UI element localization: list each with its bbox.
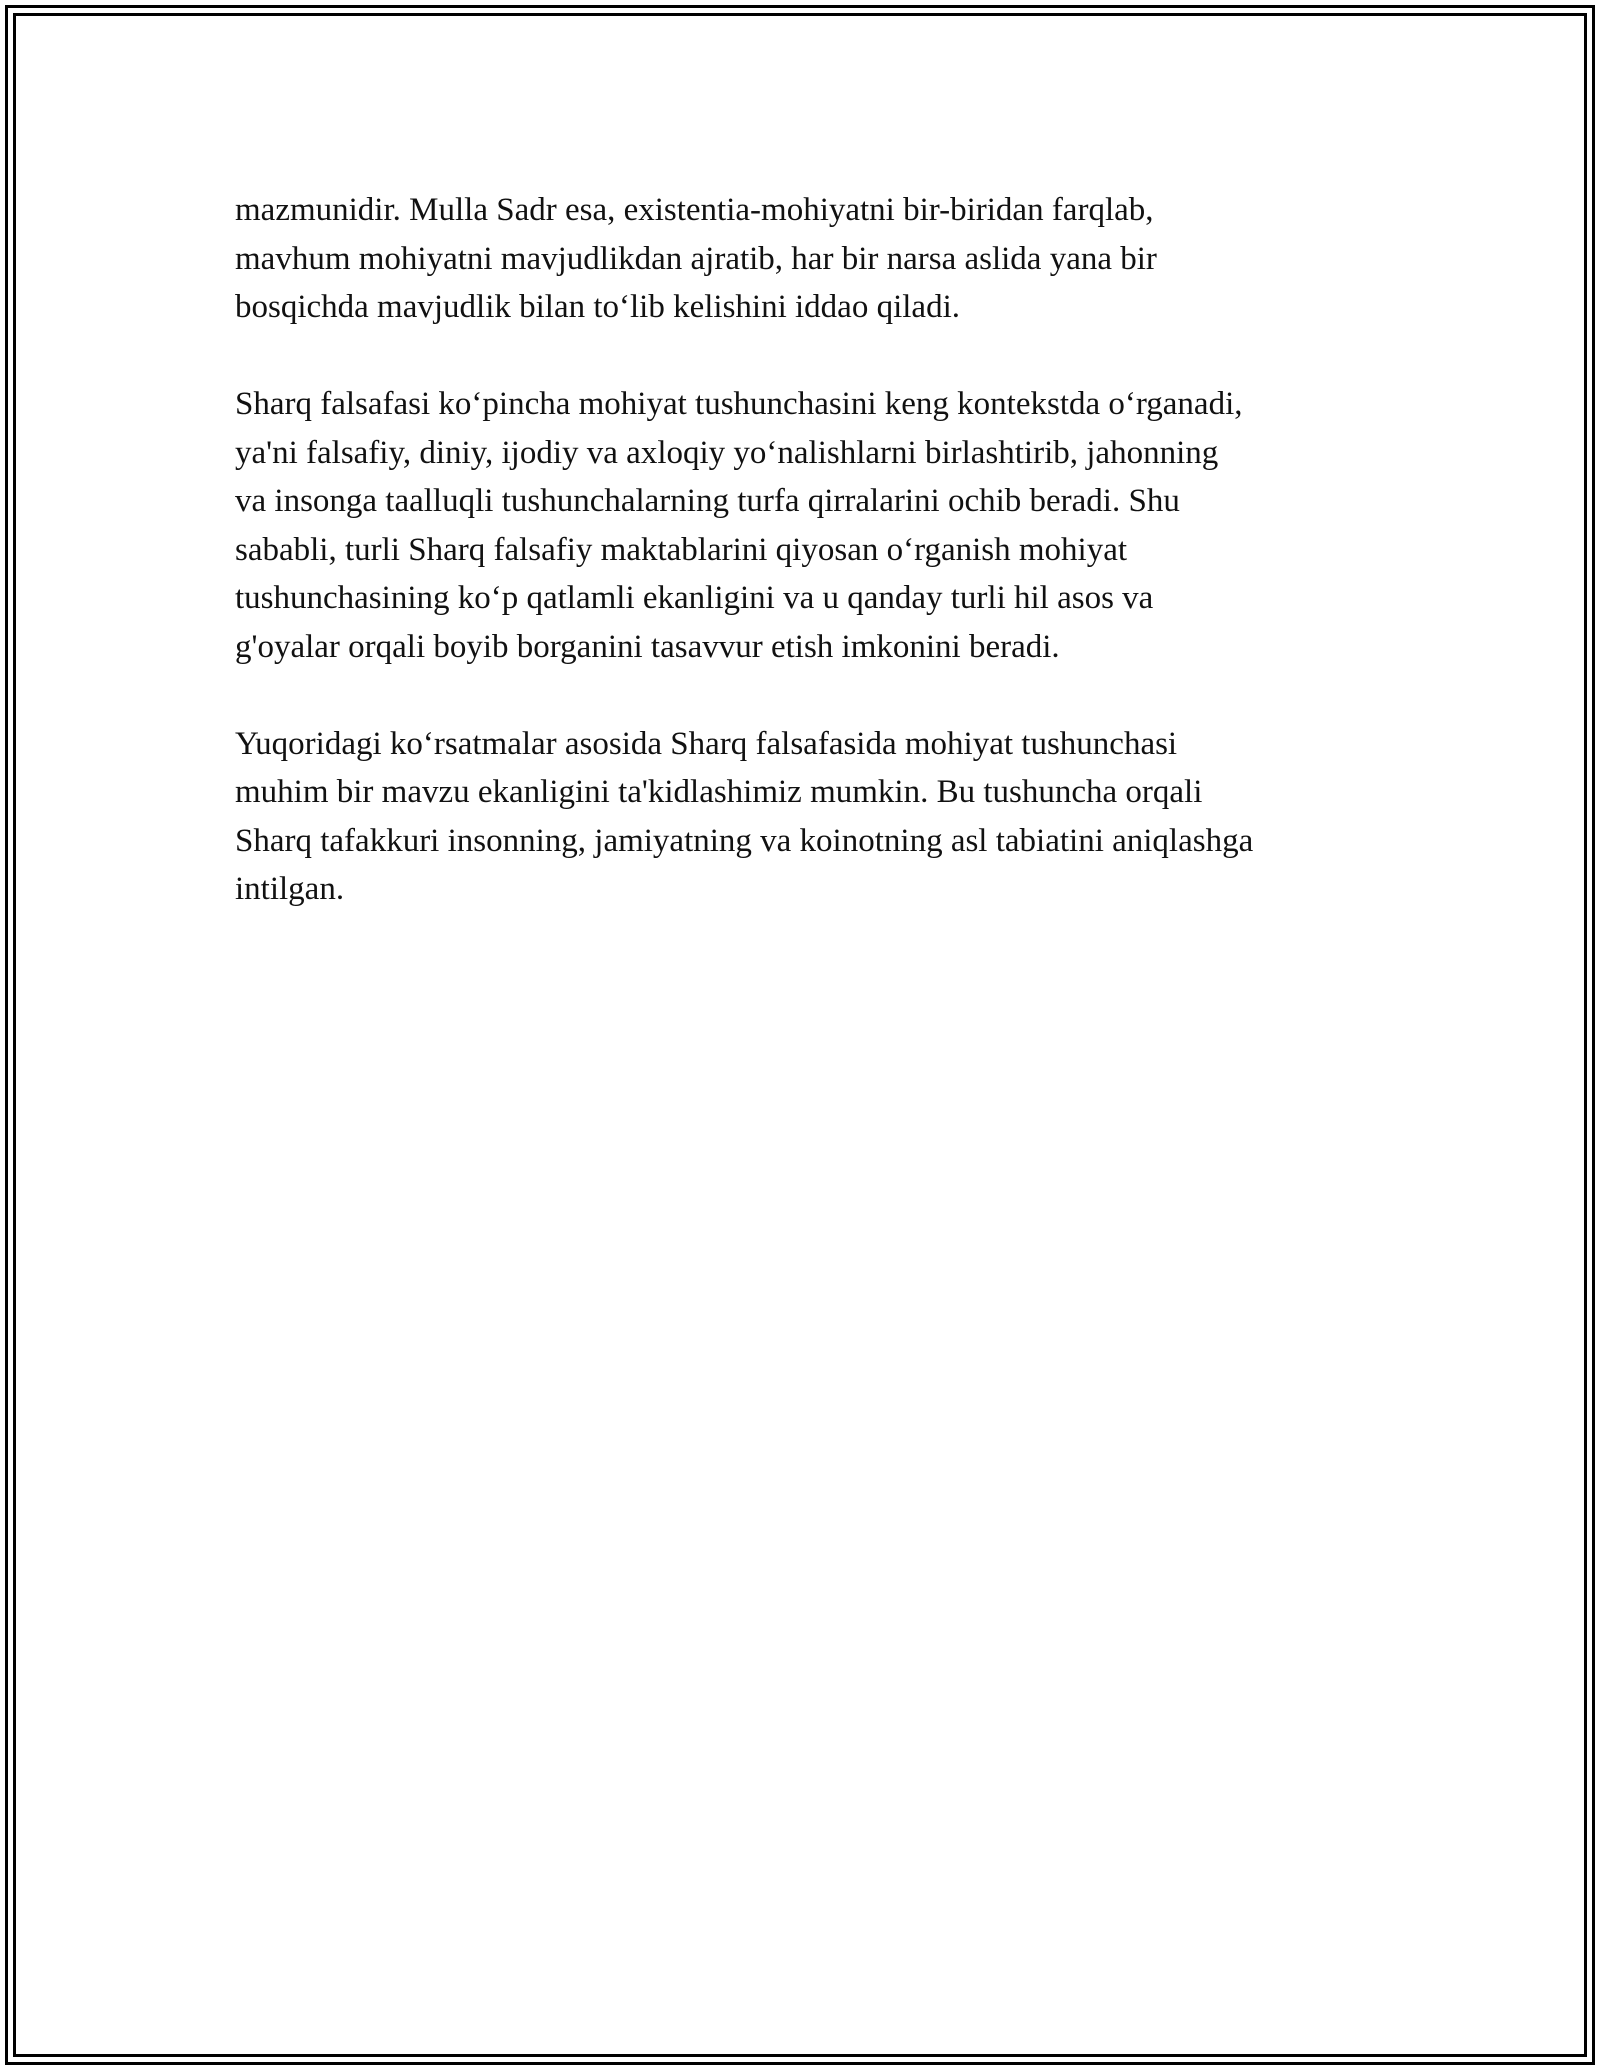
paragraph-line: va insonga taalluqli tushunchalarning turfa qirralarini ochib beradi. Shu [235, 483, 1180, 519]
paragraph-line: ya'ni falsafiy, diniy, ijodiy va axloqiy yo‘nalishlarni birlashtirib, jahonning [235, 434, 1219, 471]
paragraph-3 [235, 720, 1385, 914]
paragraph-line: tushunchasining ko‘p qatlamli ekanligini va u qanday turli hil asos va [235, 580, 1154, 616]
paragraph-line: Yuqoridagi ko‘rsatmalar asosida Sharq falsafasida mohiyat tushunchasi [235, 725, 1178, 762]
document-body [235, 186, 1385, 962]
paragraph-1 [235, 186, 1385, 332]
paragraph-line: mavhum mohiyatni mavjudlikdan ajratib, har bir narsa aslida yana bir [235, 240, 1157, 277]
paragraph-2 [235, 380, 1385, 671]
paragraph-line: Sharq falsafasi ko‘pincha mohiyat tushunchasini keng kontekstda o‘rganadi, [235, 386, 1243, 422]
paragraph-line: muhim bir mavzu ekanligini ta'kidlashimiz mumkin. Bu tushuncha orqali [235, 774, 1203, 810]
paragraph-line: intilgan. [235, 871, 345, 907]
paragraph-line: g'oyalar orqali boyib borganini tasavvur etish imkonini beradi. [235, 628, 1060, 665]
paragraph-line: mazmunidir. Mulla Sadr esa, existentia-mohiyatni bir-biridan farqlab, [235, 192, 1154, 228]
paragraph-line: sababli, turli Sharq falsafiy maktablarini qiyosan o‘rganish mohiyat [235, 531, 1128, 568]
paragraph-line: bosqichda mavjudlik bilan to‘lib kelishini iddao qiladi. [235, 289, 960, 325]
paragraph-line: Sharq tafakkuri insonning, jamiyatning va koinotning asl tabiatini aniqlashga [235, 822, 1254, 859]
